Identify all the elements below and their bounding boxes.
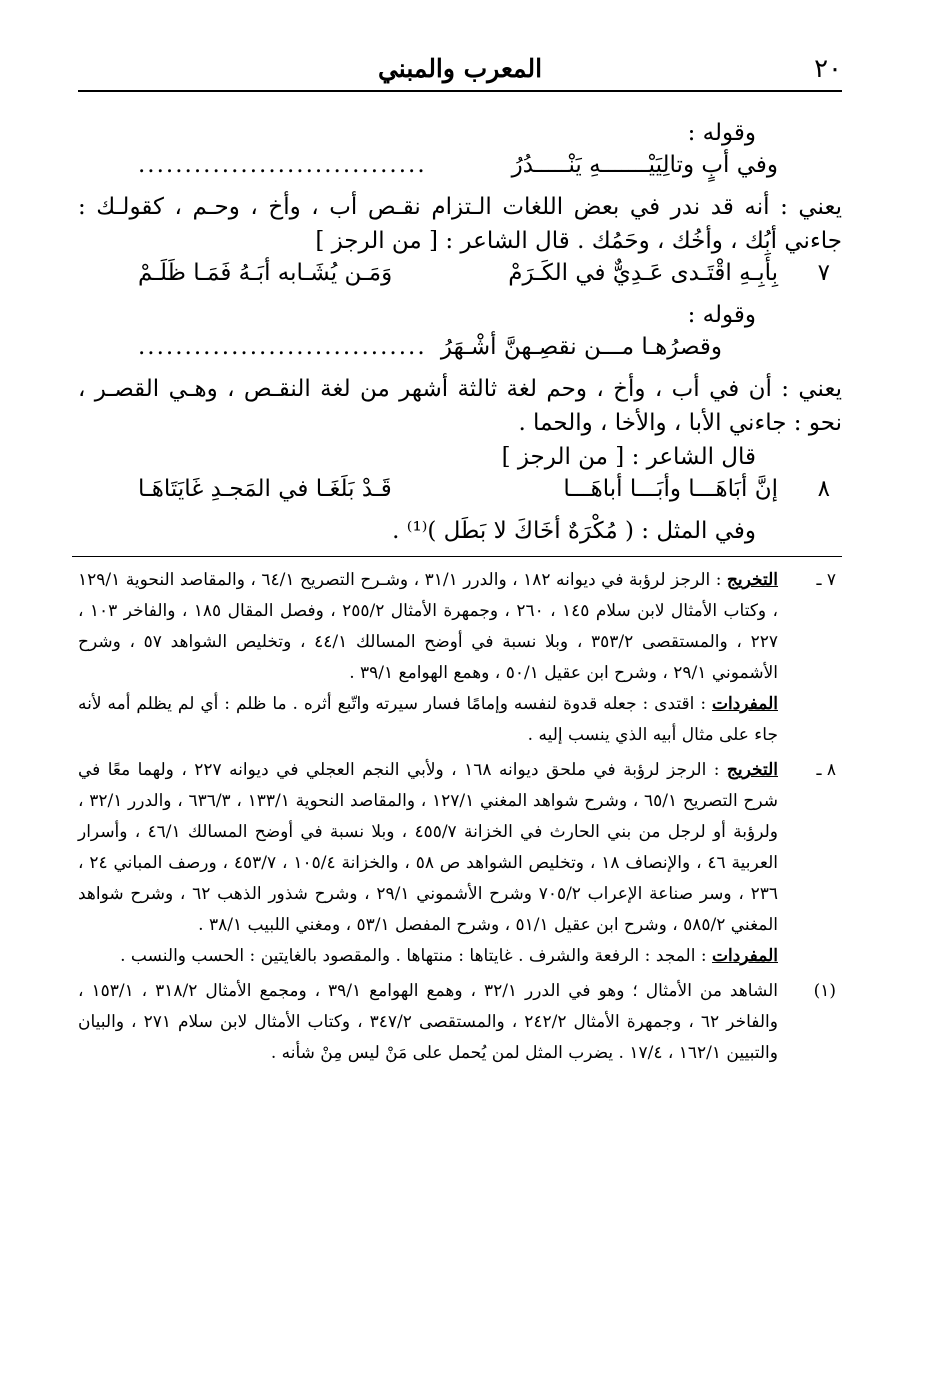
verse-8-hemistich-right: إنَّ أبَاهَـــا وأبَـــا أباهَـــا xyxy=(563,476,778,502)
verse-a-hemistich-left: ............................... xyxy=(138,152,427,178)
footnote-number: (١) xyxy=(813,981,836,1001)
verse-8-hemistich-left: قَـدْ بَلَغَـا في المَجـدِ غَايَتَاهَـا xyxy=(138,476,392,502)
footnote-number: ٧ ـ xyxy=(816,570,836,590)
body-line: وفي المثل : ( مُكْرَهٌ أخَاكَ لا بَطَل )⁽¹⁾ . xyxy=(392,518,756,544)
body-line: يعني : أن في أب ، وأخ ، وحم لغة ثالثة أشهر من لغة النقـص ، وهـي القصـر ، xyxy=(78,376,842,402)
body-line: قال الشاعر : [ من الرجز ] xyxy=(501,444,756,470)
footnote-8-vocab xyxy=(78,941,842,972)
footnote-number: ٨ ـ xyxy=(816,760,836,780)
footnote-7-vocab xyxy=(78,689,842,751)
footnote-label: المفردات xyxy=(711,694,778,714)
verse-b-hemistich-left: ............................... xyxy=(138,334,427,360)
footnote-label: التخريج xyxy=(726,570,779,590)
verse-b xyxy=(78,332,842,372)
body-line: يعني : أنه قد ندر في بعض اللغات الـتزام نقـص أب ، وأخ ، وحـم ، كقولـك : xyxy=(78,194,842,220)
body-line: وقوله : xyxy=(687,302,756,328)
footnote-label: التخريج xyxy=(726,760,778,780)
body-line: جاءني أبُك ، وأخُك ، وحَمُك . قال الشاعر : [ من الرجز ] xyxy=(315,228,842,254)
verse-7 xyxy=(78,258,842,298)
footnote-7-takhrij xyxy=(78,565,842,689)
verse-number: ٧ xyxy=(817,260,830,286)
verse-8 xyxy=(78,474,842,514)
verse-7-hemistich-left: وَمَـن يُشَـابه أبَـهُ فَمَـا ظَلَـمْ xyxy=(138,260,393,286)
footnote-text: : المجد : الرفعة والشرف . غايتاها : منتهاها . والمقصود بالغايتين : الحسب والنسب . xyxy=(120,946,707,966)
book-page xyxy=(78,48,842,1348)
running-title: المعرب والمبني xyxy=(377,54,543,83)
header-rule xyxy=(78,90,842,92)
verse-a-hemistich-right: وفي أبٍ وتالِيَيْـــــــهِ يَنْـــــدُرُ xyxy=(511,152,778,178)
footnote-text: الشاهد من الأمثال ؛ وهو في الدرر ٣٢/١ ، وهمع الهوامع ٣٩/١ ، ومجمع الأمثال ٣١٨/٢ ، ١٥٣/١ ، والفاخر ٦٢ ، وجمهرة الأمثال ٢٤٢/٢ ، والمستقصى ٣٤٧/٢ ، وكتاب الأمثال لابن سلام ٢٧١ ، والبيان والتبيين ١٦٢/١ ، ١٧/٤ . يضرب المثل لمن يُحمل على مَنْ ليس مِنْ شأنه . xyxy=(78,981,779,1063)
verse-number: ٨ xyxy=(817,476,830,502)
verse-b-hemistich-right: وقصرُهـا مـــن نقصِـهنَّ أشْـهَرُ xyxy=(440,334,722,360)
footnote-label: المفردات xyxy=(711,946,778,966)
body-line: نحو : جاءني الأبا ، والأخا ، والحما . xyxy=(518,410,842,436)
page-number: ٢٠ xyxy=(814,54,842,84)
verse-7-hemistich-right: بِأَبِـهِ اقْتَـدى عَـدِيٌّ في الكَـرَمْ xyxy=(508,260,778,286)
footnote-1 xyxy=(78,976,842,1069)
page-header xyxy=(78,48,842,92)
verse-a xyxy=(78,150,842,190)
footnote-text: : الرجز لرؤبة في ملحق ديوانه ١٦٨ ، ولأبي النجم العجلي في ديوانه ٢٢٧ ، ولهما معًا في شرح التصريح ٦٥/١ ، وشرح شواهد المغني ١٢٧/١ ، والمقاصد النحوية ١٣٣/١ ، ٦٣٦/٣ ، والدرر ٣٢/١ ، ولرؤبة أو لرجل من بني الحارث في الخزانة ٤٥٥/٧ ، وبلا نسبة في أوضح المسالك ٤٦/١ ، وأسرار العربية ٤٦ ، والإنصاف ١٨ ، وتخليص الشواهد ص ٥٨ ، والخزانة ١٠٥/٤ ، ٤٥٣/٧ ، ورصف المباني ٢٤ ، ٢٣٦ ، وسر صناعة الإعراب ٧٠٥/٢ وشرح الأشموني ٢٩/١ ، وشرح شذور الذهب ٦٢ ، وشرح شواهد المغني ٥٨٥/٢ ، وشرح ابن عقيل ٥١/١ ، وشرح المفصل ٥٣/١ ، ومغني اللبيب ٣٨/١ . xyxy=(78,760,779,935)
footnote-8-takhrij xyxy=(78,755,842,941)
footnote-rule xyxy=(72,556,842,557)
footnote-text: : الرجز لرؤبة في ديوانه ١٨٢ ، والدرر ٣١/١ ، وشـرح التصريح ٦٤/١ ، والمقاصد النحوية ١٢٩/١ ، وكتاب الأمثال لابن سلام ١٤٥ ، ٢٦٠ ، وجمهرة الأمثال ٢٥٥/٢ ، وفصل المقال ١٨٥ ، والفاخر ١٠٣ ، ٢٢٧ ، والمستقصى ٣٥٣/٢ ، وبلا نسبة في أوضح المسالك ٤٤/١ ، وتخليص الشواهد ٥٧ ، وشرح الأشموني ٢٩/١ ، وشرح ابن عقيل ٥٠/١ ، وهمع الهوامع ٣٩/١ . xyxy=(78,570,779,683)
body-line: وقوله : xyxy=(687,120,756,146)
footnote-text: : اقتدى : جعله قدوة لنفسه وإمامًا فسار سيرته واتّبع أثره . ما ظلم : أي لم يظلم أمه لأنه جاء على مثال أبيه الذي ينسب إليه . xyxy=(78,694,778,745)
